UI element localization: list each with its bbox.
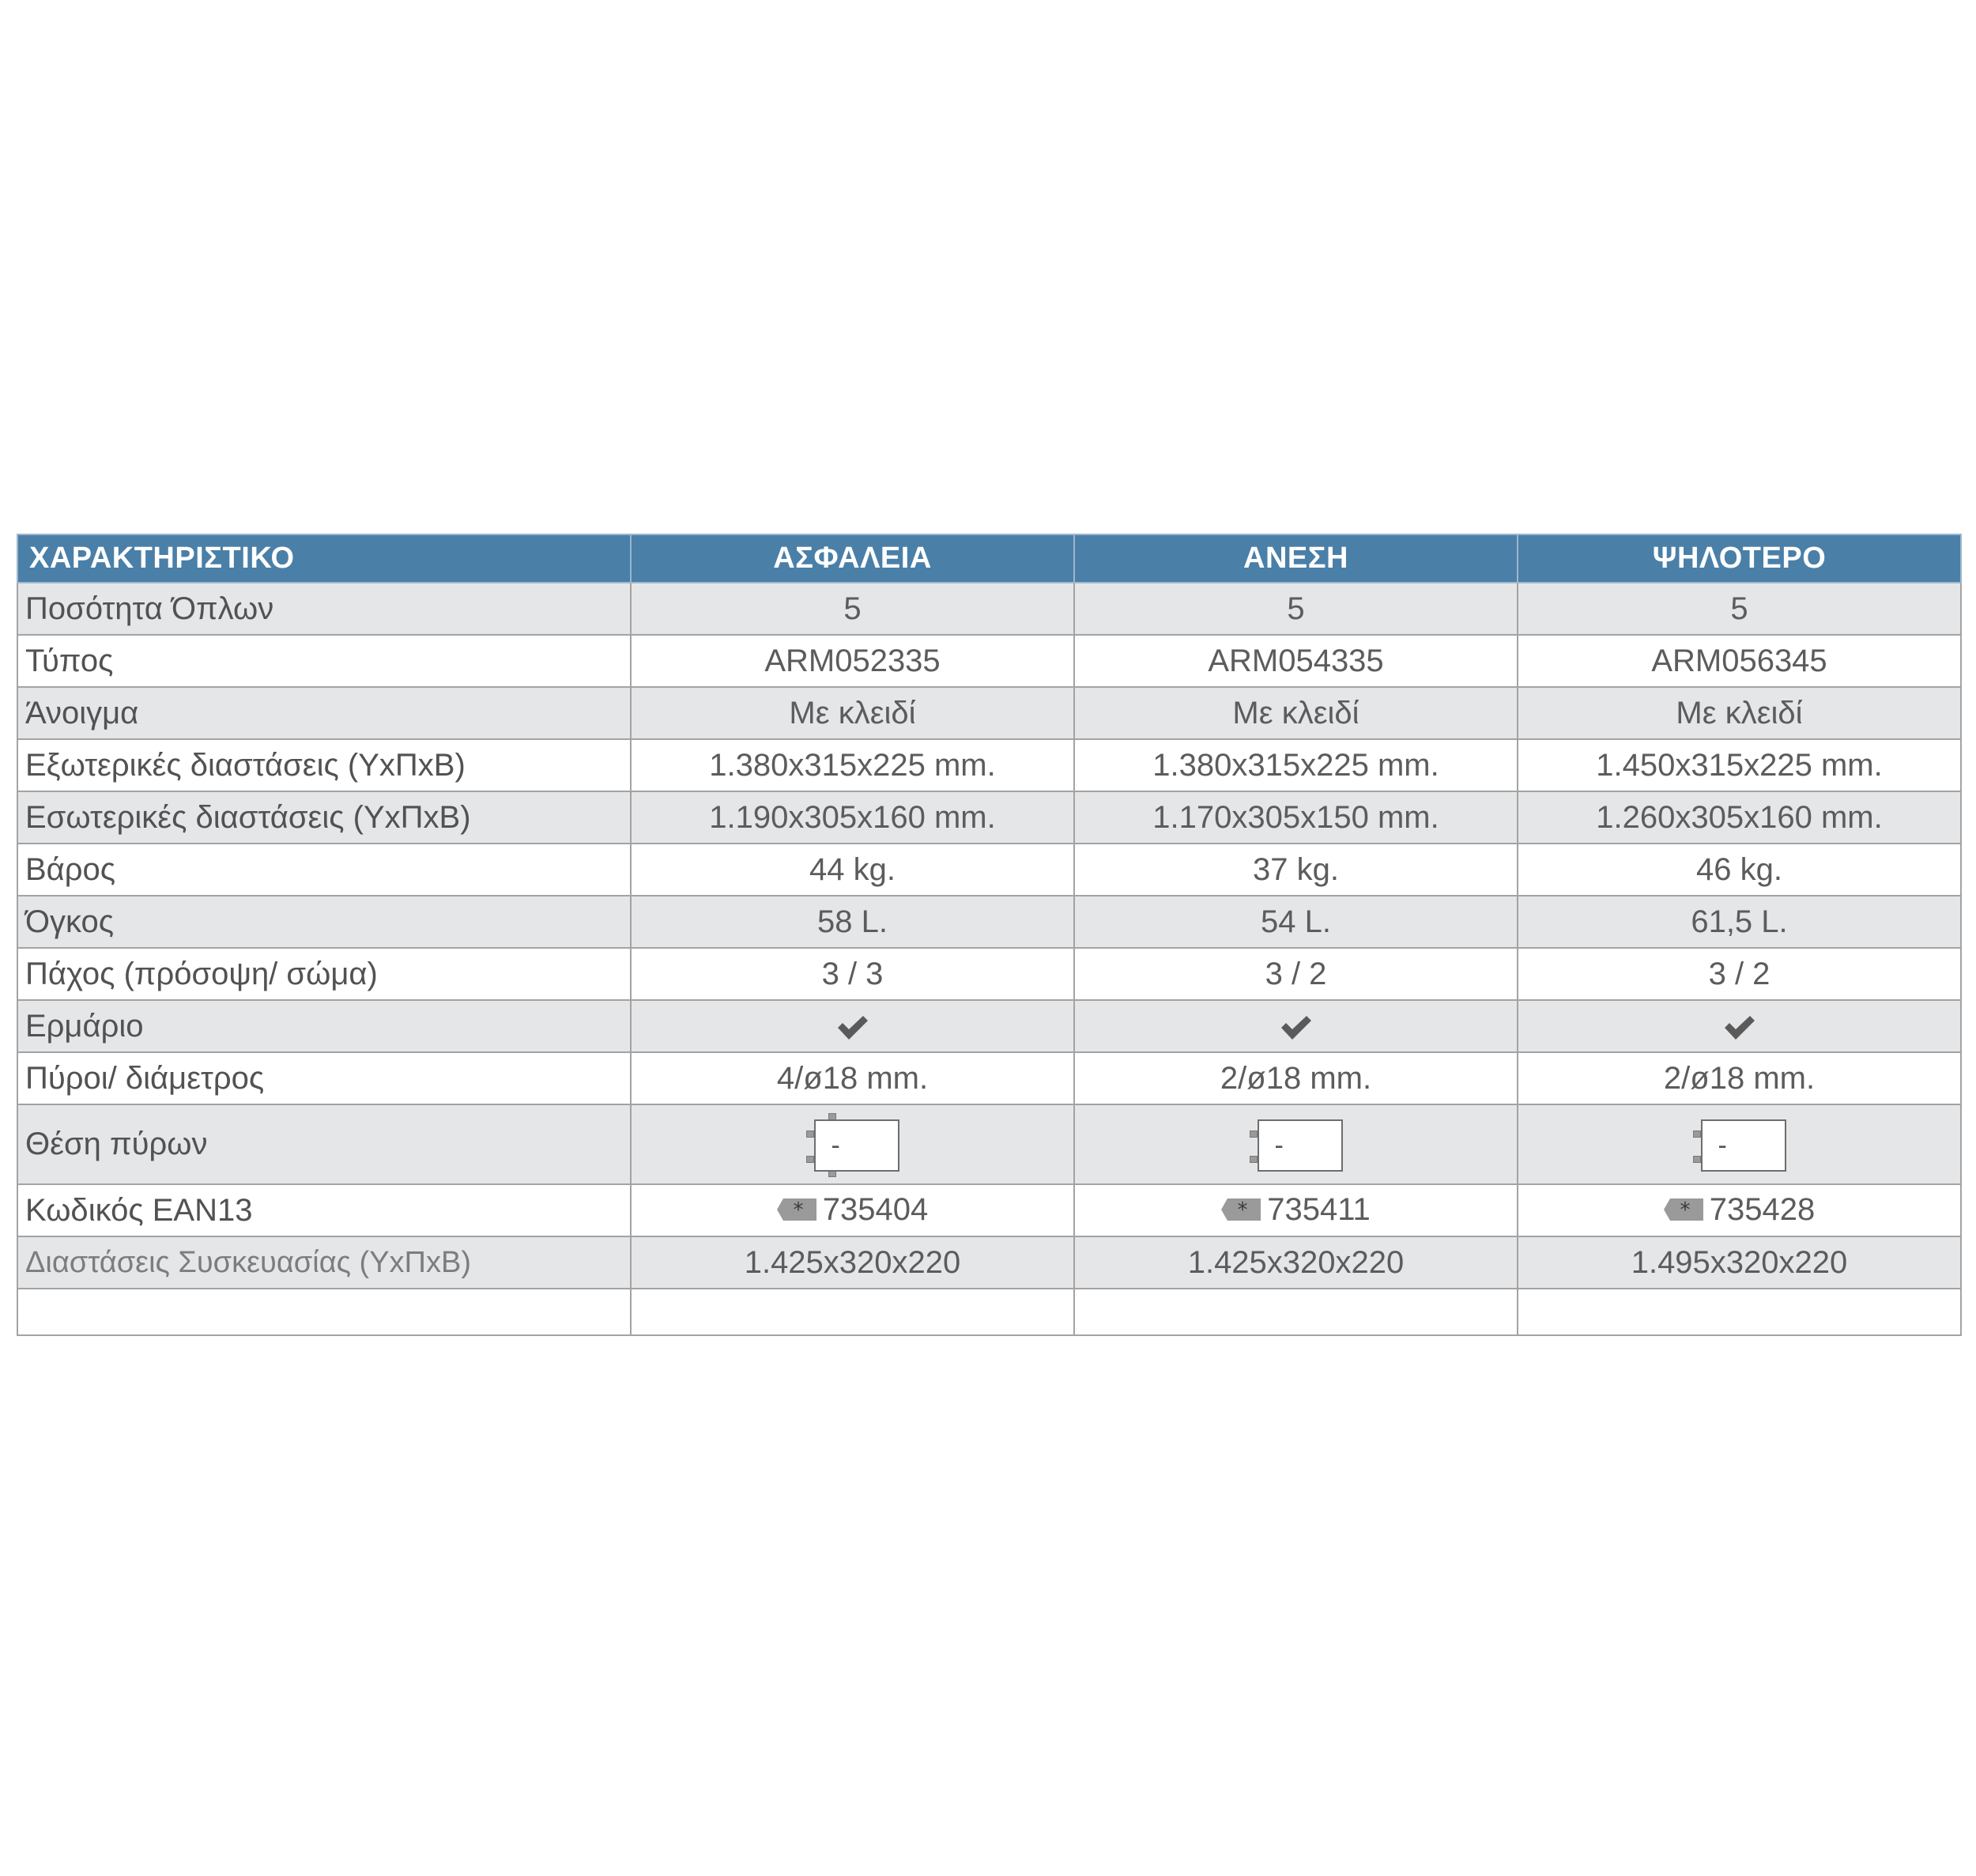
cell-ean (1518, 1184, 1961, 1236)
cell-bolt-diagram (1518, 1104, 1961, 1184)
table-row (17, 896, 1961, 948)
cell-value: 46 kg. (1518, 844, 1961, 896)
cell-value: 37 kg. (1074, 844, 1518, 896)
header-asfaleia: ΑΣΦΑΛΕΙΑ (631, 534, 1074, 583)
row-label: Ερμάριο (17, 1000, 631, 1052)
bolt-box: - (814, 1119, 899, 1172)
cell-value: 4/ø18 mm. (631, 1052, 1074, 1104)
table-row (17, 1184, 1961, 1236)
table-row-empty (17, 1289, 1961, 1335)
bolt-position-diagram-2 (1245, 1113, 1348, 1176)
row-label: Τύπος (17, 635, 631, 687)
table-row (17, 844, 1961, 896)
cell-value: 2/ø18 mm. (1074, 1052, 1518, 1104)
cell-value: 61,5 L. (1518, 896, 1961, 948)
bolt-box: - (1258, 1119, 1343, 1172)
ean-code: 735404 (822, 1191, 929, 1227)
cell-value: 1.190x305x160 mm. (631, 791, 1074, 844)
table-row (17, 583, 1961, 635)
row-label: Κωδικός EAN13 (17, 1184, 631, 1236)
empty-cell (1074, 1289, 1518, 1335)
row-label: Ποσότητα Όπλων (17, 583, 631, 635)
bolt-marker (806, 1156, 814, 1163)
table-row (17, 791, 1961, 844)
svg-text:*: * (793, 1198, 804, 1221)
cell-value: 1.170x305x150 mm. (1074, 791, 1518, 844)
table-row (17, 1236, 1961, 1289)
row-label: Όγκος (17, 896, 631, 948)
table-row (17, 1052, 1961, 1104)
cell-value: ARM054335 (1074, 635, 1518, 687)
cell-value: 58 L. (631, 896, 1074, 948)
empty-cell (631, 1289, 1074, 1335)
cell-value: 3 / 2 (1518, 948, 1961, 1000)
table-row (17, 687, 1961, 739)
cell-value: Με κλειδί (1518, 687, 1961, 739)
barcode-tag-icon (1664, 1198, 1703, 1221)
cell-value: 54 L. (1074, 896, 1518, 948)
cell-value: 1.380x315x225 mm. (1074, 739, 1518, 791)
row-label: Πύροι/ διάμετρος (17, 1052, 631, 1104)
cell-value: 1.380x315x225 mm. (631, 739, 1074, 791)
cell-value: 5 (1074, 583, 1518, 635)
cell-check (631, 1000, 1074, 1052)
cell-value: ARM056345 (1518, 635, 1961, 687)
header-anesi: ΑΝΕΣΗ (1074, 534, 1518, 583)
row-label: Άνοιγμα (17, 687, 631, 739)
cell-value: 1.450x315x225 mm. (1518, 739, 1961, 791)
bolt-marker (1693, 1156, 1701, 1163)
header-row (17, 534, 1961, 583)
header-feature: ΧΑΡΑΚΤΗΡΙΣΤΙΚΟ (17, 534, 631, 583)
cell-value: 1.260x305x160 mm. (1518, 791, 1961, 844)
cell-value: 5 (1518, 583, 1961, 635)
cell-value: 1.425x320x220 (1074, 1236, 1518, 1289)
cell-value: 44 kg. (631, 844, 1074, 896)
header-psiloтero: ΨΗΛΟΤΕΡΟ (1518, 534, 1961, 583)
cell-value: 5 (631, 583, 1074, 635)
table-row (17, 948, 1961, 1000)
bolt-marker (806, 1131, 814, 1138)
check-icon (1279, 1015, 1314, 1040)
bolt-position-diagram-2 (1688, 1113, 1791, 1176)
svg-text:*: * (1237, 1198, 1248, 1221)
cell-bolt-diagram (631, 1104, 1074, 1184)
product-comparison-table (17, 534, 1962, 1336)
cell-value: 2/ø18 mm. (1518, 1052, 1961, 1104)
empty-cell (17, 1289, 631, 1335)
cell-value: ARM052335 (631, 635, 1074, 687)
cell-value: 3 / 2 (1074, 948, 1518, 1000)
cell-value: 1.425x320x220 (631, 1236, 1074, 1289)
check-icon (1722, 1015, 1757, 1040)
row-label: Πάχος (πρόσοψη/ σώμα) (17, 948, 631, 1000)
cell-check (1518, 1000, 1961, 1052)
row-label: Θέση πύρων (17, 1104, 631, 1184)
barcode-tag-icon (1221, 1198, 1261, 1221)
cell-check (1074, 1000, 1518, 1052)
cell-value: Με κλειδί (1074, 687, 1518, 739)
table-row (17, 635, 1961, 687)
bolt-position-diagram-4 (801, 1113, 904, 1176)
row-label: Βάρος (17, 844, 631, 896)
check-icon (835, 1015, 870, 1040)
row-label: Εσωτερικές διαστάσεις (ΥxΠxΒ) (17, 791, 631, 844)
cell-value: 3 / 3 (631, 948, 1074, 1000)
empty-cell (1518, 1289, 1961, 1335)
table-row (17, 1000, 1961, 1052)
cell-value: 1.495x320x220 (1518, 1236, 1961, 1289)
cell-value: Με κλειδί (631, 687, 1074, 739)
barcode-tag-icon (777, 1198, 816, 1221)
bolt-marker (1250, 1156, 1258, 1163)
cell-bolt-diagram (1074, 1104, 1518, 1184)
svg-text:*: * (1680, 1198, 1691, 1221)
bolt-box: - (1701, 1119, 1786, 1172)
table-row (17, 739, 1961, 791)
ean-code: 735428 (1709, 1191, 1816, 1227)
row-label: Διαστάσεις Συσκευασίας (ΥxΠxΒ) (17, 1236, 631, 1289)
cell-ean (631, 1184, 1074, 1236)
bolt-marker (1693, 1131, 1701, 1138)
row-label: Εξωτερικές διαστάσεις (ΥxΠxΒ) (17, 739, 631, 791)
cell-ean (1074, 1184, 1518, 1236)
ean-code: 735411 (1267, 1191, 1371, 1227)
bolt-marker (1250, 1131, 1258, 1138)
table-row (17, 1104, 1961, 1184)
